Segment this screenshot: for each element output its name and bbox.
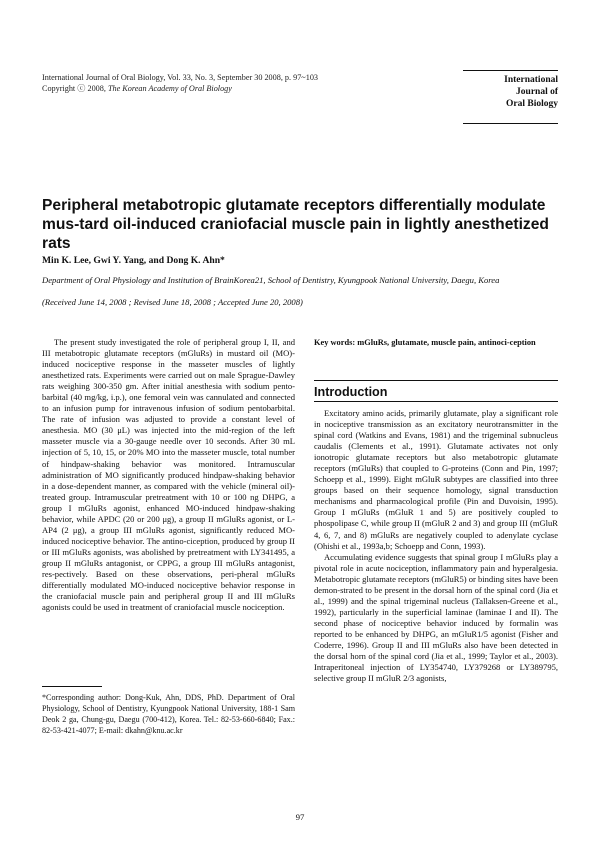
affiliation: Department of Oral Physiology and Institution of BrainKorea21, School of Dentistry, Kyungpook National University, Daegu, Korea [42,275,500,285]
authors: Min K. Lee, Gwi Y. Yang, and Dong K. Ahn* [42,255,225,266]
copyright-line [42,83,318,94]
copyright-publisher: The Korean Academy of Oral Biology [107,84,232,93]
citation-header [42,72,318,94]
section-heading-introduction: Introduction [314,385,388,399]
footnote-rule [42,686,102,687]
paper-title: Peripheral metabotropic glutamate receptors differentially modulate mus-tard oil-induced craniofacial muscle pain in lightly anesthetized rats [42,197,549,252]
journal-box-top-rule [463,70,558,71]
journal-box-bottom-rule [463,123,558,124]
intro-paragraph: Excitatory amino acids, primarily glutamate, play a significant role in nociceptive transmission as an excitatory neurotransmitter in the spinal cord (Watkins and Evans, 1981) and the trigeminal subnucleus caudalis (Clements et al., 1991). Glutamate activates not only ionotropic glutamate receptors but also metabotropic glutamate receptors (mGluRs) that coupled to G-proteins (Conn and Pin, 1997; Schoepp et al., 1999). Eight mGluR subtypes are classified into three groups based on their sequence homology, signal transduction mechanisms and pharmacological profile (Pin and Duvoisin, 1995). Group I mGluRs (mGluR 1 and 5) are positively coupled to phospolipase C, while group II (mGluR 2 and 3) and group III (mGluR 4, 6, 7, and 8) mGluRs are negatively coupled to adenylate cyclase (Ohishi et al., 1993a,b; Schoepp and Conn, 1993). [314,408,558,551]
keywords: Key words: mGluRs, glutamate, muscle pain, antinoci-ception [314,338,536,347]
citation-line: International Journal of Oral Biology, Vol. 33, No. 3, September 30 2008, p. 97~103 [42,73,319,82]
abstract-text: The present study investigated the role of peripheral group I, II, and III metabotropic glutamate receptors (mGluRs) in mustard oil (MO)-induced nociceptive response in the masseter muscles of lightly anesthetized rats. Experiments were carried out on male Sprague-Dawley rats weighing 300-350 gm. After initial anesthesia with sodium pento-barbital (40 mg/kg, i.p.), one femoral vein was cannulated and connected to an infusion pump for intravenous infusion of sodium pentobarbital. The rate of infusion was adjusted to provide a constant level of anesthesia. MO (30 μL) was injected into the mid-region of the left masseter muscle via a 30-gauge needle over 10 seconds. After 30 mL injection of 5, 10, 15, or 20% MO into the masseter muscle, total number of hindpaw-shaking behavior was monitored. Intramuscular administration of MO significantly produced hindpaw-shaking behavior in a dose-dependent manner, as compared with the vehicle (mineral oil)-treated group. Intramuscular pretreatment with 10 or 100 ng DHPG, a group I mGluRs agonist, enhanced MO-induced hindpaw-shaking behavior, while APDC (20 or 200 μg), a group II mGluRs agonist, or L-AP4 (2 μg), a group III mGluRs agonist, significantly reduced MO-induced nociceptive behavior. The antino-ciception, produced by group II or III mGluRs agonists, was abolished by pretreatment with LY341495, a group II mGluRs antagonist, or CPPG, a group III mGluRs antagonist, res-pectively. Based on these observations, peri-pheral mGluRs differentially modulated MO-induced nociceptive behavior response in the craniofacial muscle pain and peripheral group II and III mGluRs agonists could be used in treatment of craniofacial muscle nociception. [42,337,295,613]
journal-box-line: International [504,75,558,85]
journal-box-line: Oral Biology [506,99,558,109]
journal-box [463,74,558,110]
corresponding-author-footnote: *Corresponding author: Dong-Kuk, Ahn, DDS, PhD. Department of Oral Physiology, School of Dentistry, Kyungpook National University, 188-1 Sam Deok 2 ga, Chung-gu, Daegu (700-412), Korea. Tel.: 82-53-660-6840; Fax.: 82-53-421-4077; E-mail: dkahn@knu.ac.kr [42,693,295,735]
copyright-prefix: Copyright ⓒ 2008, [42,84,108,93]
abstract [42,337,295,613]
received-dates: (Received June 14, 2008 ; Revised June 18, 2008 ; Accepted June 20, 2008) [42,297,303,307]
section-rule-bottom [314,401,558,402]
intro-paragraph: Accumulating evidence suggests that spinal group I mGluRs play a pivotal role in acute nociception, inflammatory pain and hyperalgesia. Metabotropic glutamate receptors (mGluR5) or binding sites have been demon-strated to be present in the dorsal horn of the spinal cord (Jia et al., 1999) and the spinal trigeminal nucleus (Tallaksen-Greene et al., 1992), particularly in the superficial laminae (laminae I and II). The second phase of nociceptive behavior induced by formalin was reported to be enhanced by DHPG, an mGluR1/5 agonist (Fisher and Coderre, 1996). Group II and III mGluRs also have been detected in the dorsal horn of the spinal cord (Jia et al., 1999; Taylor et al., 2003). Intraperitoneal injection of LY354740, LY379268 or LY389795, selective group II mGluR 2/3 agonists, [314,551,558,684]
journal-box-line: Journal of [516,87,558,97]
introduction-body [314,408,558,684]
page-number: 97 [295,812,305,822]
section-rule-top [314,380,558,381]
